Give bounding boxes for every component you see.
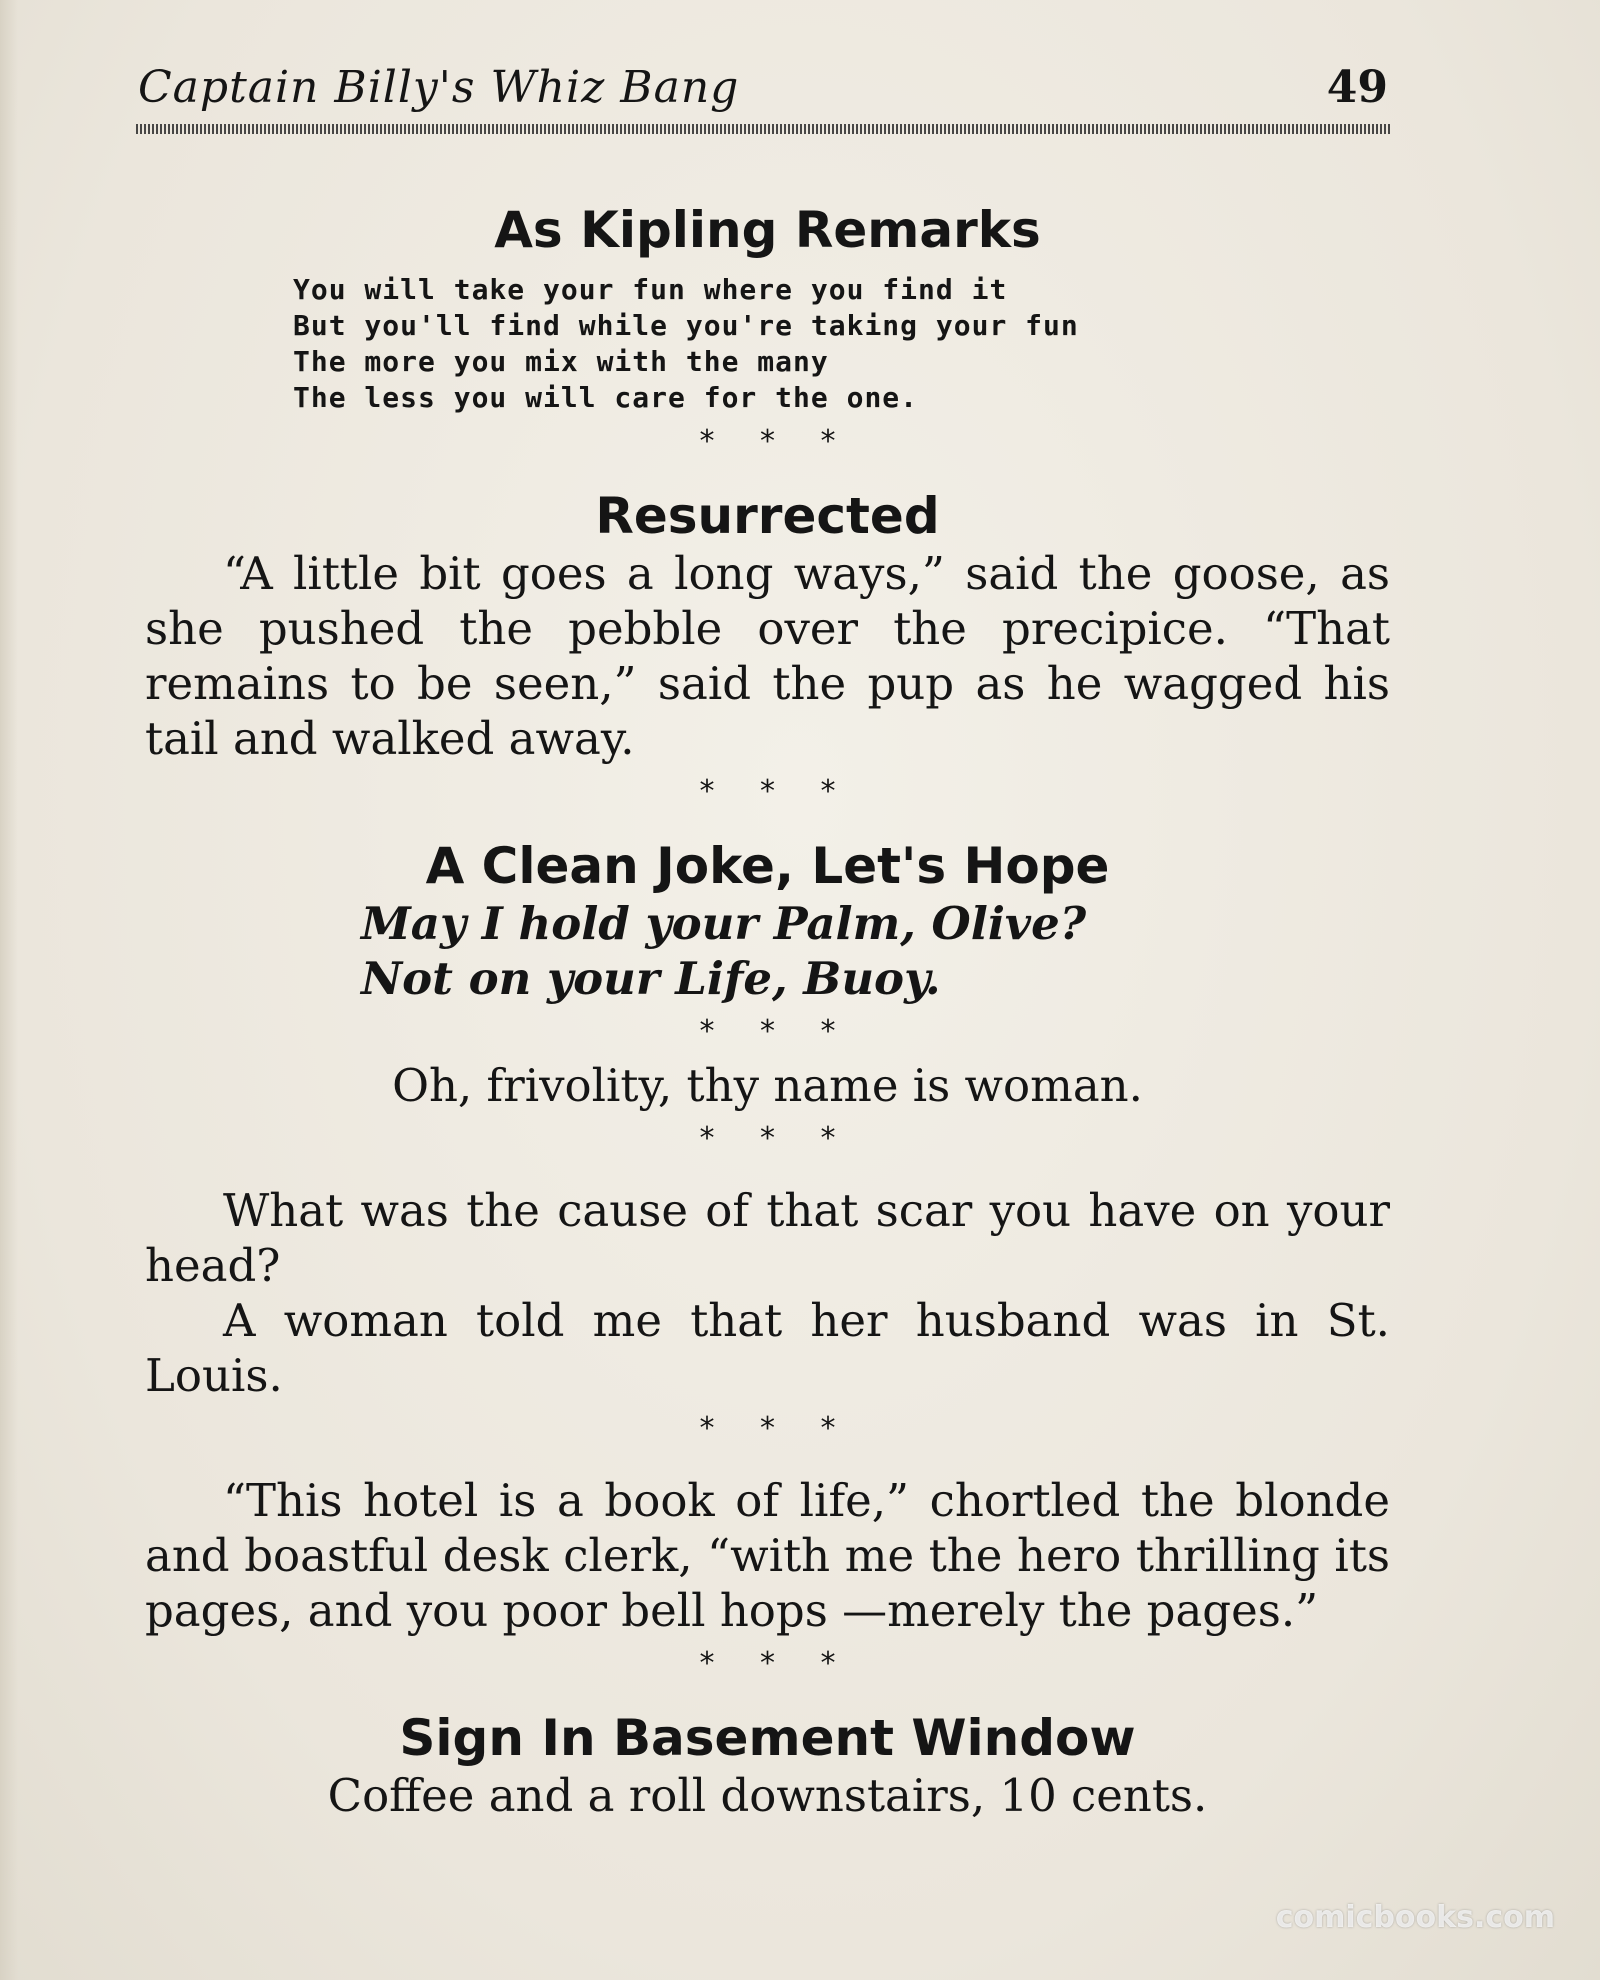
verse-line: You will take your fun where you find it <box>293 273 1008 306</box>
resurrected-heading: Resurrected <box>595 487 940 545</box>
kipling-verse <box>293 272 1390 416</box>
clean-joke-answer: Not on your Life, Buoy. <box>361 952 941 1005</box>
page-number: 49 <box>1326 62 1388 113</box>
scar-answer: A woman told me that her husband was in St. Louis. <box>145 1294 1390 1402</box>
verse-line: The less you will care for the one. <box>293 381 919 414</box>
header-rule <box>136 124 1390 134</box>
running-head <box>138 62 1388 132</box>
kipling-heading: As Kipling Remarks <box>494 201 1041 259</box>
section-separator: * * * <box>699 774 836 809</box>
page-content <box>145 200 1390 1823</box>
magazine-title: Captain Billy's Whiz Bang <box>138 62 740 113</box>
section-separator: * * * <box>699 1411 836 1446</box>
scar-question: What was the cause of that scar you have on your head? <box>145 1184 1390 1292</box>
verse-line: The more you mix with the many <box>293 345 829 378</box>
clean-joke-question: May I hold your Palm, Olive? <box>361 897 1087 950</box>
verse-line: But you'll find while you're taking your fun <box>293 309 1079 342</box>
section-separator: * * * <box>699 1646 836 1681</box>
watermark: comicbooks.com <box>1275 1900 1555 1935</box>
page-binding-shadow <box>0 0 18 1980</box>
frivolity-text: Oh, frivolity, thy name is woman. <box>392 1059 1143 1112</box>
section-separator: * * * <box>699 424 836 459</box>
resurrected-text: “A little bit goes a long ways,” said the goose, as she pushed the pebble over the precipice. “That remains to be seen,” said the pup as he wagged his tail and walked away. <box>145 547 1390 765</box>
basement-heading: Sign In Basement Window <box>399 1709 1136 1767</box>
section-separator: * * * <box>699 1014 836 1049</box>
basement-text: Coffee and a roll downstairs, 10 cents. <box>327 1769 1208 1822</box>
hotel-joke: “This hotel is a book of life,” chortled the blonde and boastful desk clerk, “with me the hero thrilling its pages, and you poor bell hops —merely the pages.” <box>145 1474 1390 1637</box>
section-separator: * * * <box>699 1121 836 1156</box>
clean-joke-heading: A Clean Joke, Let's Hope <box>425 837 1110 895</box>
